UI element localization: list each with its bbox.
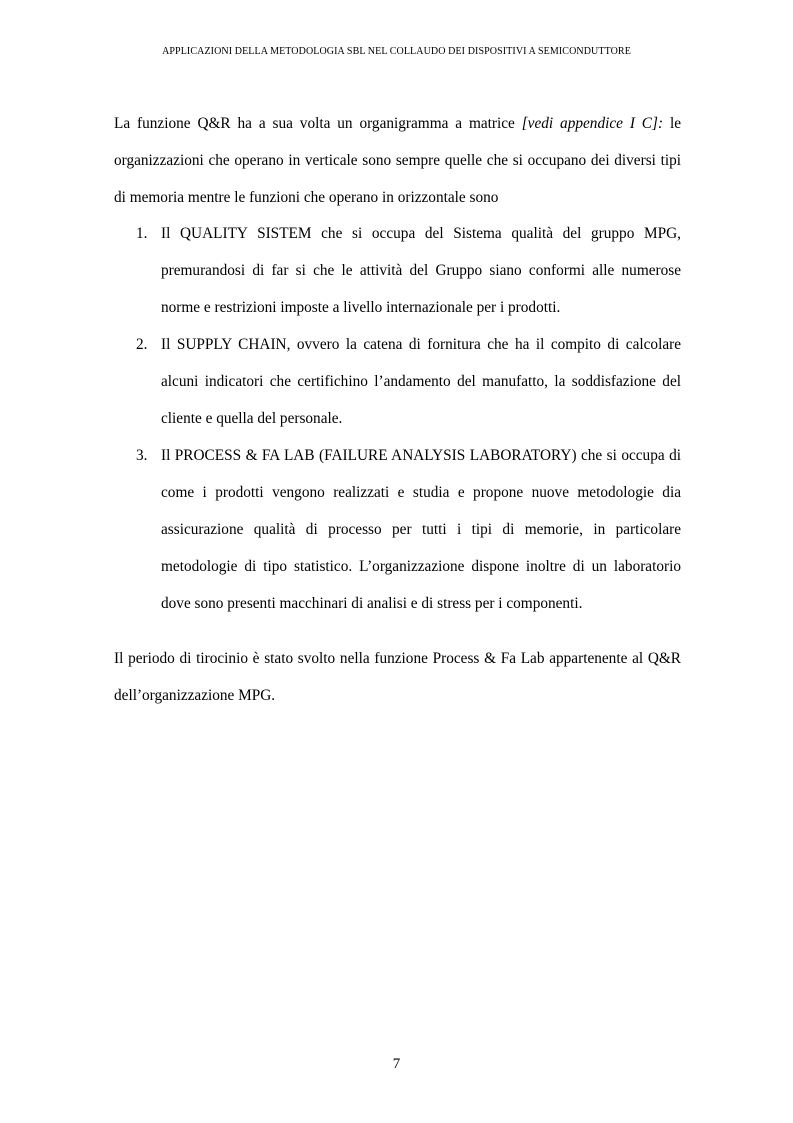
list-item-quality-system xyxy=(114,215,681,326)
list-item-text: Il SUPPLY CHAIN, ovvero la catena di fornitura che ha il compito di calcolare alcuni indicatori che certifichino l’andamento del manufatto, la soddisfazione del cliente e quella del personale. xyxy=(161,336,681,427)
conclusion-paragraph: Il periodo di tirocinio è stato svolto nella funzione Process & Fa Lab appartenente al Q&R dell’organizzazione MPG. xyxy=(114,650,681,704)
list-item-number: 3. xyxy=(136,447,148,464)
list-item-number: 1. xyxy=(136,225,148,242)
intro-text-before: La funzione Q&R ha a sua volta un organigramma a matrice xyxy=(114,115,522,132)
list-item-process-fa-lab xyxy=(114,437,681,622)
intro-paragraph xyxy=(114,105,681,216)
functions-list xyxy=(114,215,681,622)
appendix-reference: [vedi appendice I C]: xyxy=(521,115,664,132)
list-item-text: Il PROCESS & FA LAB (FAILURE ANALYSIS LABORATORY) che si occupa di come i prodotti vengono realizzati e studia e propone nuove metodologie dia assicurazione qualità di processo per tutti i tipi di memorie, in particolare metodologie di tipo statistico. L’organizzazione dispone inoltre di un laboratorio dove sono presenti macchinari di analisi e di stress per i componenti. xyxy=(161,447,681,612)
running-header: APPLICAZIONI DELLA METODOLOGIA SBL NEL COLLAUDO DEI DISPOSITIVI A SEMICONDUTTORE xyxy=(162,46,631,57)
list-item-text: Il QUALITY SISTEM che si occupa del Sistema qualità del gruppo MPG, premurandosi di far si che le attività del Gruppo siano conformi alle numerose norme e restrizioni imposte a livello internazionale per i prodotti. xyxy=(161,225,681,316)
list-item-number: 2. xyxy=(136,336,148,353)
intro-text-after: le organizzazioni che operano in verticale sono sempre quelle che si occupano dei diversi tipi di memoria mentre le funzioni che operano in orizzontale sono xyxy=(114,115,681,206)
list-item-supply-chain xyxy=(114,326,681,437)
page-number: 7 xyxy=(392,1056,401,1072)
